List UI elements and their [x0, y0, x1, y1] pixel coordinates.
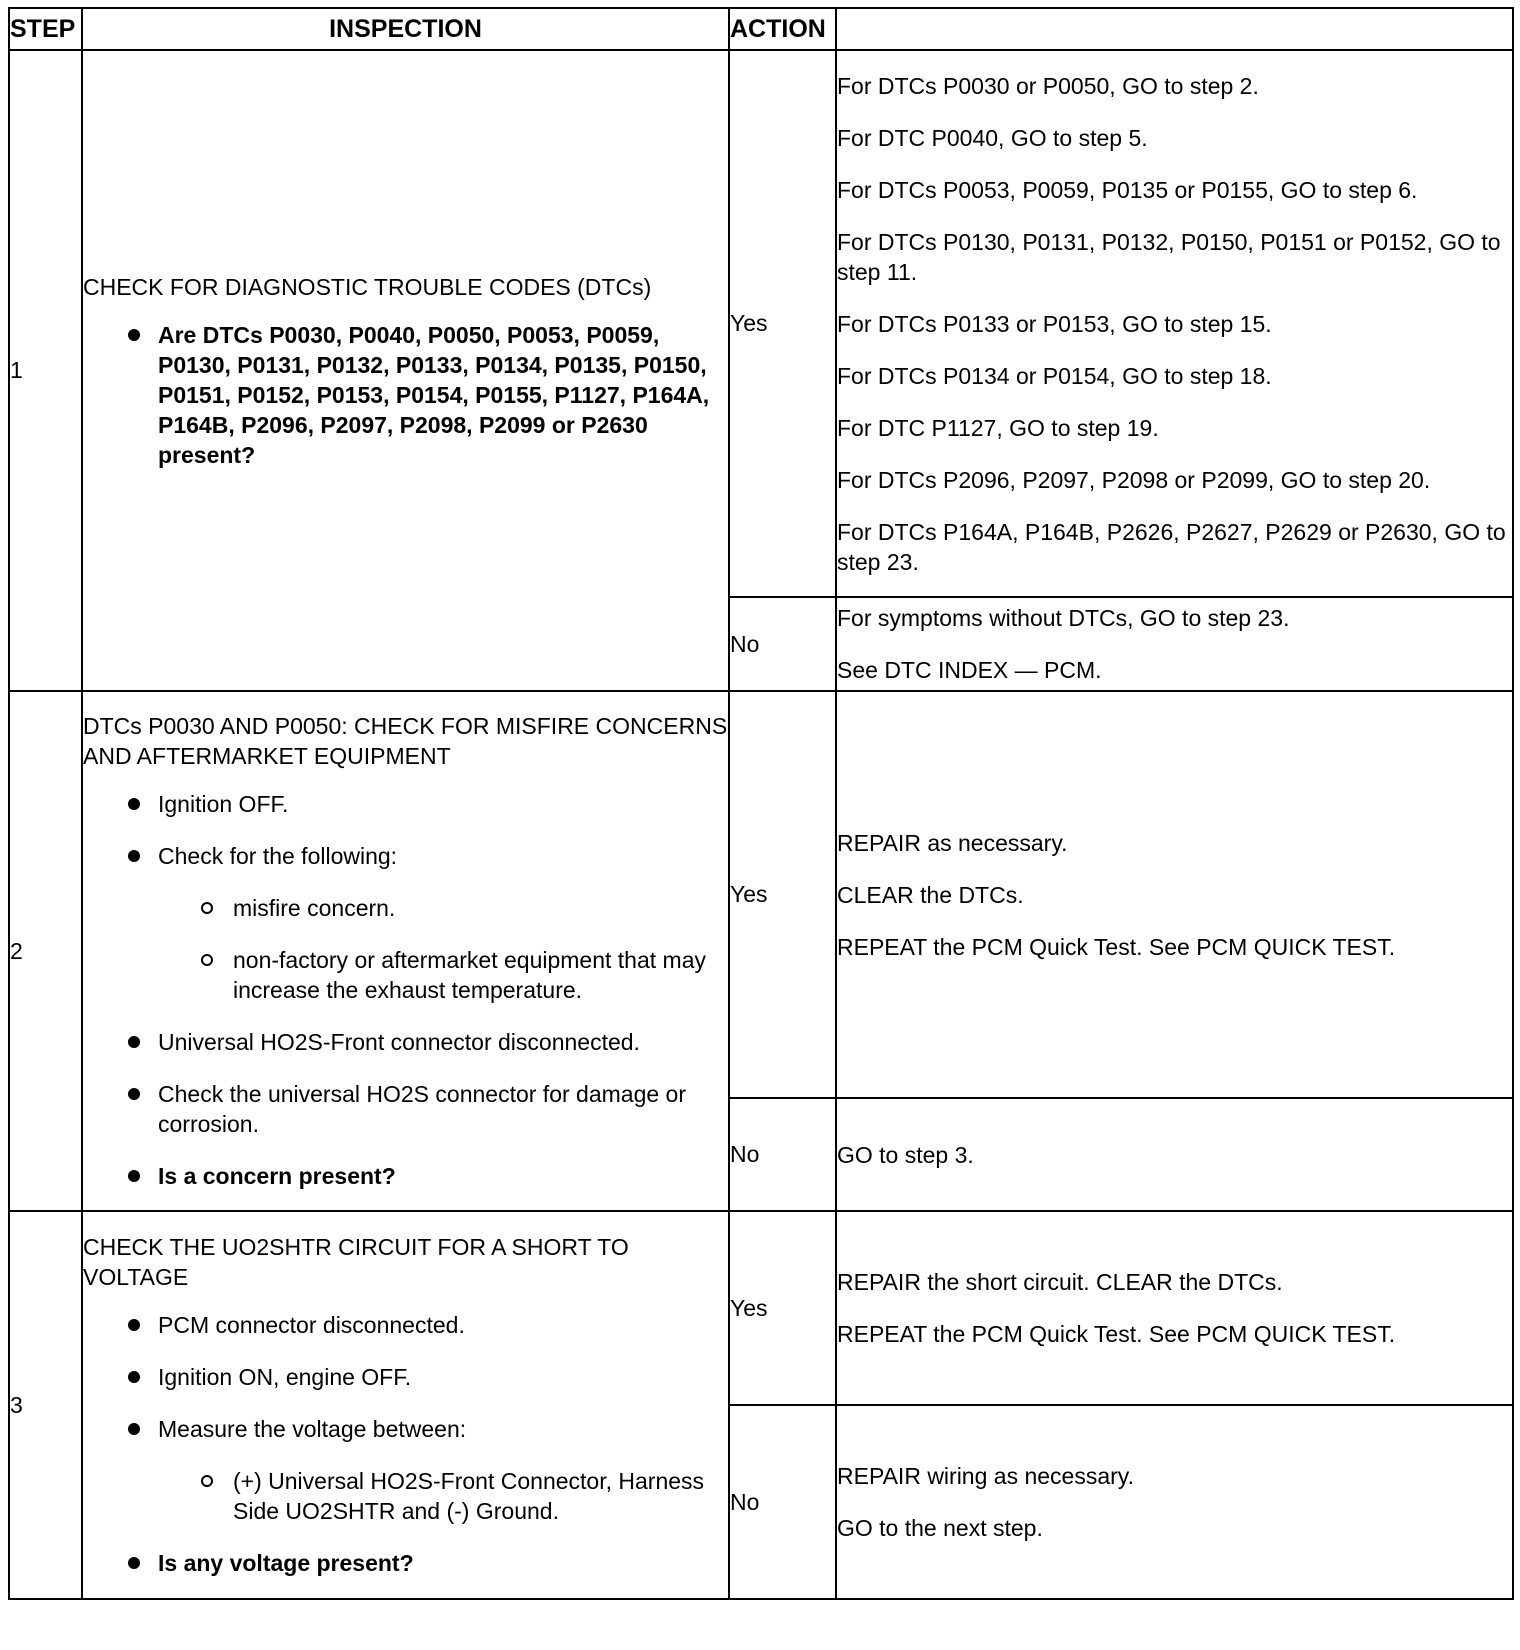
- action-answer: Yes: [729, 50, 836, 597]
- action-result: [836, 50, 1513, 597]
- inspection-cell: [82, 691, 729, 1211]
- action-result: [836, 1405, 1513, 1599]
- inspection-sub-item: (+) Universal HO2S-Front Connector, Harness Side UO2SHTR and (-) Ground.: [233, 1466, 728, 1526]
- diagnostic-table: [8, 7, 1514, 1600]
- action-line: For DTCs P0133 or P0153, GO to step 15.: [837, 310, 1272, 337]
- action-line: See DTC INDEX — PCM.: [837, 657, 1102, 683]
- action-line: For symptoms without DTCs, GO to step 23.: [837, 605, 1290, 631]
- inspection-bullet: [158, 1414, 728, 1526]
- inspection-sub-list: [158, 893, 728, 1005]
- action-line: For DTCs P0030 or P0050, GO to step 2.: [837, 72, 1259, 99]
- action-result: [836, 1211, 1513, 1405]
- header-row: [9, 8, 1513, 50]
- inspection-bullet-list: [83, 1310, 728, 1578]
- action-result: [836, 1098, 1513, 1211]
- inspection-instruction: Ignition OFF.: [158, 791, 289, 817]
- inspection-question: Is any voltage present?: [158, 1550, 414, 1576]
- inspection-bullet: [158, 789, 728, 819]
- inspection-instruction: Measure the voltage between:: [158, 1416, 467, 1442]
- inspection-instruction: Ignition ON, engine OFF.: [158, 1364, 412, 1390]
- action-answer: No: [729, 597, 836, 691]
- action-answer: Yes: [729, 1211, 836, 1405]
- action-answer: No: [729, 1405, 836, 1599]
- inspection-bullet: [158, 841, 728, 1005]
- table-body: [9, 50, 1513, 1599]
- header-step: STEP: [9, 8, 82, 50]
- action-line: GO to the next step.: [837, 1515, 1043, 1541]
- inspection-bullet: [158, 1079, 728, 1139]
- action-line: For DTC P0040, GO to step 5.: [837, 124, 1148, 151]
- header-action: ACTION: [729, 8, 836, 50]
- table-row: [9, 691, 1513, 1098]
- action-line: REPAIR the short circuit. CLEAR the DTCs.: [837, 1269, 1283, 1295]
- inspection-title: CHECK THE UO2SHTR CIRCUIT FOR A SHORT TO VOLTAGE: [83, 1234, 629, 1290]
- action-line: REPEAT the PCM Quick Test. See PCM QUICK TEST.: [837, 1321, 1396, 1347]
- inspection-title: CHECK FOR DIAGNOSTIC TROUBLE CODES (DTCs): [83, 273, 652, 300]
- inspection-bullet: [158, 320, 728, 470]
- action-answer: No: [729, 1098, 836, 1211]
- inspection-cell: [82, 50, 729, 691]
- inspection-instruction: Check the universal HO2S connector for damage or corrosion.: [158, 1081, 686, 1137]
- action-line: For DTCs P0134 or P0154, GO to step 18.: [837, 362, 1272, 389]
- inspection-instruction: Universal HO2S-Front connector disconnected.: [158, 1029, 640, 1055]
- inspection-bullet: [158, 1310, 728, 1340]
- inspection-bullet-list: [83, 320, 728, 470]
- inspection-bullet: [158, 1362, 728, 1392]
- inspection-cell: [82, 1211, 729, 1599]
- step-number: 2: [9, 691, 82, 1211]
- inspection-bullet: [158, 1027, 728, 1057]
- header-inspection: INSPECTION: [82, 8, 729, 50]
- action-line: For DTC P1127, GO to step 19.: [837, 414, 1159, 441]
- step-number: 1: [9, 50, 82, 691]
- inspection-question: Are DTCs P0030, P0040, P0050, P0053, P0059, P0130, P0131, P0132, P0133, P0134, P0135, P0150, P0151, P0152, P0153, P0154, P0155, P1127, P164A, P164B, P2096, P2097, P2098, P2099 or P2630 present?: [158, 321, 710, 468]
- action-result: [836, 597, 1513, 691]
- header-result: [836, 8, 1513, 50]
- inspection-title: DTCs P0030 AND P0050: CHECK FOR MISFIRE CONCERNS AND AFTERMARKET EQUIPMENT: [83, 713, 728, 769]
- inspection-instruction: PCM connector disconnected.: [158, 1312, 465, 1338]
- action-line: For DTCs P164A, P164B, P2626, P2627, P2629 or P2630, GO to step 23.: [837, 518, 1506, 575]
- inspection-bullet: [158, 1548, 728, 1578]
- action-line: REPEAT the PCM Quick Test. See PCM QUICK TEST.: [837, 933, 1396, 960]
- action-line: For DTCs P2096, P2097, P2098 or P2099, GO to step 20.: [837, 466, 1431, 493]
- action-line: CLEAR the DTCs.: [837, 881, 1024, 908]
- action-line: REPAIR as necessary.: [837, 829, 1068, 856]
- action-line: GO to step 3.: [837, 1141, 974, 1168]
- action-line: REPAIR wiring as necessary.: [837, 1463, 1134, 1489]
- table-row: [9, 50, 1513, 597]
- action-line: For DTCs P0053, P0059, P0135 or P0155, GO to step 6.: [837, 176, 1418, 203]
- inspection-sub-list: [158, 1466, 728, 1526]
- inspection-bullet-list: [83, 789, 728, 1191]
- inspection-sub-item: non-factory or aftermarket equipment that may increase the exhaust temperature.: [233, 945, 728, 1005]
- inspection-instruction: Check for the following:: [158, 843, 398, 869]
- inspection-bullet: [158, 1161, 728, 1191]
- action-line: For DTCs P0130, P0131, P0132, P0150, P0151 or P0152, GO to step 11.: [837, 228, 1501, 285]
- inspection-sub-item: misfire concern.: [233, 893, 728, 923]
- table-row: [9, 1211, 1513, 1405]
- action-result: [836, 691, 1513, 1098]
- action-answer: Yes: [729, 691, 836, 1098]
- inspection-question: Is a concern present?: [158, 1163, 396, 1189]
- step-number: 3: [9, 1211, 82, 1599]
